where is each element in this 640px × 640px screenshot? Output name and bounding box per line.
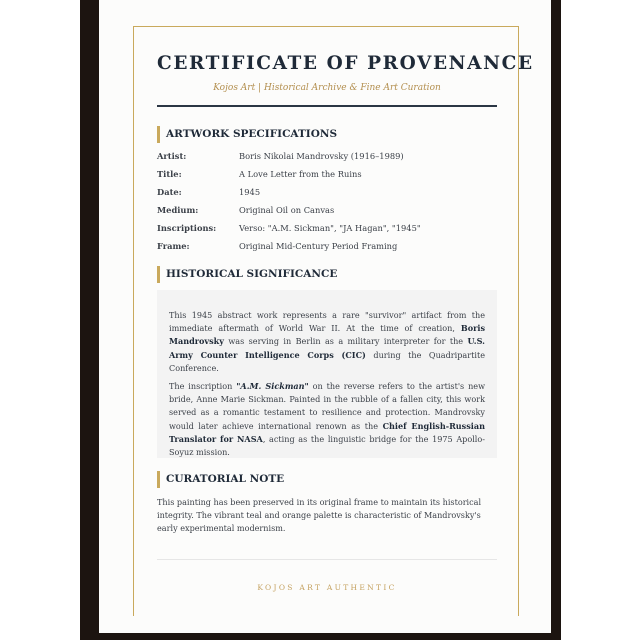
- title-divider: [157, 105, 497, 107]
- emphasis-text: Boris Mandrovsky: [169, 323, 485, 347]
- footer-mark: KOJOS ART AUTHENTIC: [257, 583, 397, 592]
- footer-divider: [157, 559, 497, 560]
- history-box: [157, 290, 497, 458]
- spec-value: 1945: [239, 187, 261, 197]
- spec-value: Boris Nikolai Mandrovsky (1916–1989): [239, 151, 404, 161]
- spec-value: Verso: "A.M. Sickman", "JA Hagan", "1945": [239, 223, 421, 233]
- spec-value: Original Oil on Canvas: [239, 205, 335, 215]
- certificate-subtitle: Kojos Art | Historical Archive & Fine Art Curation: [213, 83, 441, 93]
- text-run: , acting as the linguistic bridge for the 1975 Apollo-Soyuz mission.: [169, 433, 486, 458]
- text-run: was serving in Berlin as a military interpreter for the: [223, 336, 468, 347]
- spec-value: A Love Letter from the Ruins: [239, 169, 362, 179]
- spec-row-artist: [157, 149, 497, 163]
- specifications-heading: ARTWORK SPECIFICATIONS: [157, 126, 497, 143]
- emphasis-text: U.S. Army Counter Intelligence Corps (CIC): [169, 336, 485, 360]
- spec-label: Frame:: [157, 241, 190, 251]
- spec-row-date: [157, 185, 497, 199]
- emphasis-text: "A.M. Sickman": [236, 381, 309, 392]
- spec-row-medium: [157, 203, 497, 217]
- spec-label: Medium:: [157, 205, 199, 215]
- text-run: during the Quadripartite Conference.: [169, 349, 486, 373]
- spec-label: Date:: [157, 187, 182, 197]
- history-paragraph-2: [169, 380, 485, 459]
- curatorial-text: This painting has been preserved in its original frame to maintain its historical integrity. The vibrant teal and orange palette is characteristic of Mandrovsky's early experimental modernism.: [157, 497, 482, 534]
- text-run: The inscription: [169, 381, 237, 392]
- spec-row-inscriptions: [157, 221, 497, 235]
- history-heading: HISTORICAL SIGNIFICANCE: [157, 266, 497, 283]
- spec-row-frame: [157, 239, 497, 253]
- spec-label: Title:: [157, 169, 182, 179]
- text-run: on the reverse refers to the artist's new bride, Anne Marie Sickman. Painted in the rubble of a fallen city, this work served as a romantic testament to resilience and protection. Mandrovsky would later achieve international renown as the: [169, 381, 485, 431]
- spec-row-title: [157, 167, 497, 181]
- curatorial-heading: CURATORIAL NOTE: [157, 471, 497, 488]
- spec-label: Inscriptions:: [157, 223, 217, 233]
- history-paragraph-1: [169, 309, 485, 375]
- emphasis-text: Chief English-Russian Translator for NASA: [169, 420, 485, 444]
- spec-label: Artist:: [157, 151, 187, 161]
- certificate-title: CERTIFICATE OF PROVENANCE: [157, 53, 534, 74]
- text-run: This 1945 abstract work represents a rare "survivor" artifact from the immediate aftermath of World War II. At the time of creation,: [169, 310, 485, 334]
- spec-value: Original Mid-Century Period Framing: [239, 241, 398, 251]
